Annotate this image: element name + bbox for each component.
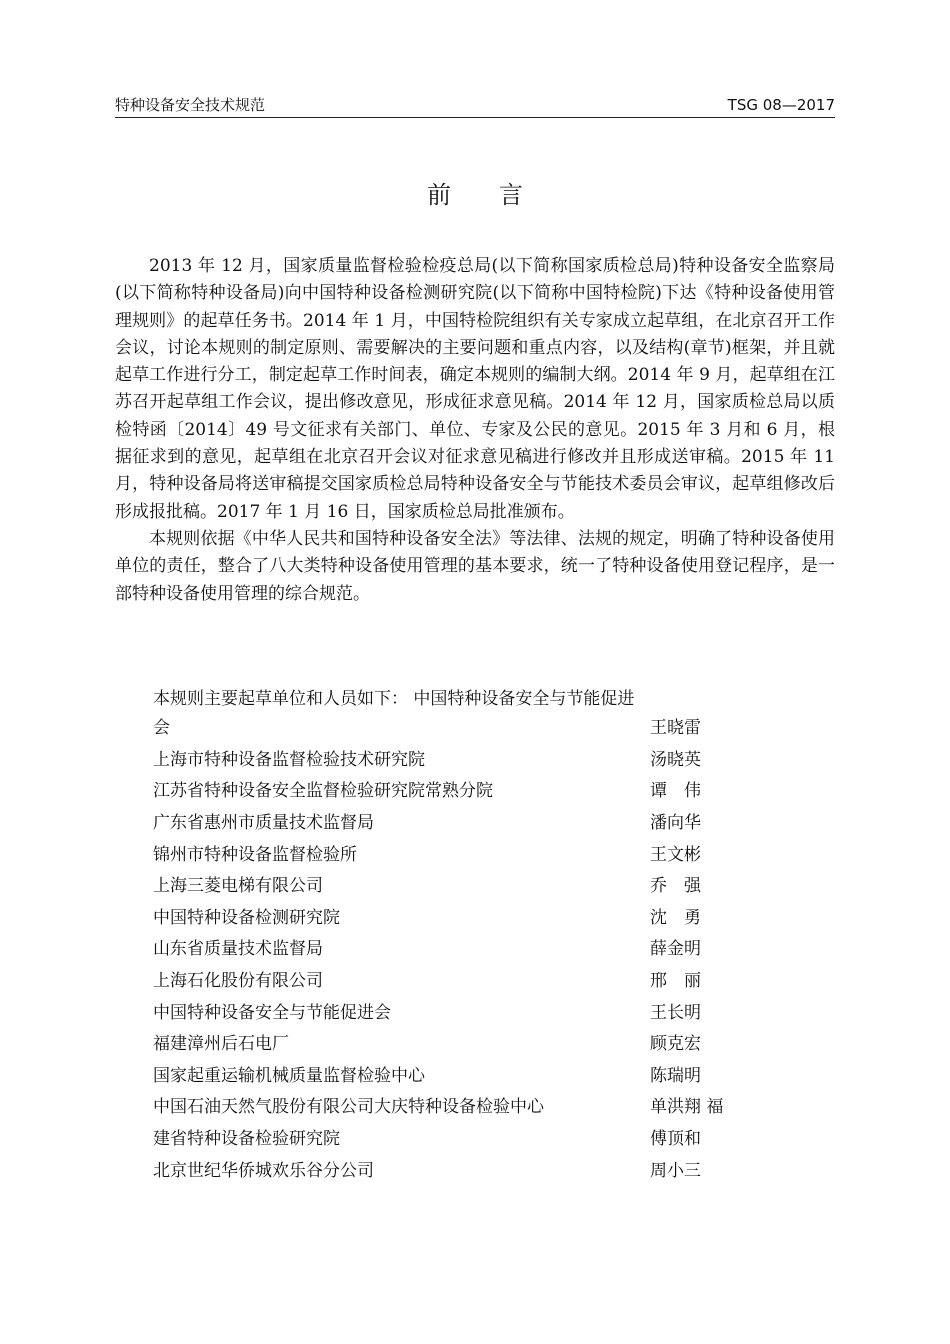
drafter-name: 王文彬: [650, 844, 701, 865]
drafter-row: [115, 1061, 835, 1093]
drafter-organization: 江苏省特种设备安全监督检验研究院常熟分院: [153, 781, 493, 802]
header-standard-code: TSG 08—2017: [727, 96, 835, 114]
drafter-name: 周小三: [650, 1160, 701, 1181]
drafter-name: 薛金明: [650, 939, 701, 960]
drafter-organization: 国家起重运输机械质量监督检验中心: [153, 1065, 425, 1086]
drafter-organization: 会: [153, 718, 170, 739]
drafter-row: [115, 1156, 835, 1188]
drafter-organization: 北京世纪华侨城欢乐谷分公司: [153, 1160, 374, 1181]
drafter-name: 单洪翔 福: [650, 1097, 724, 1118]
header-standard-series: 特种设备安全技术规范: [115, 96, 266, 114]
drafter-organization: 建省特种设备检验研究院: [153, 1129, 340, 1150]
drafter-row: [115, 1092, 835, 1124]
drafters-intro: 本规则主要起草单位和人员如下： 中国特种设备安全与节能促进: [153, 689, 635, 709]
preface-paragraph-history: 2013 年 12 月，国家质量监督检验检疫总局(以下简称国家质检总局)特种设备安全监察局(以下简称特种设备局)向中国特种设备检测研究院(以下简称中国特检院)下达《特种设备使用管理规则》的起草任务书。2014 年 1 月，中国特检院组织有关专家成立起草组，在北京召开工作会议，讨论本规则的制定原则、需要解决的主要问题和重点内容，以及结构(章节)框架，并且就起草工作进行分工，制定起草工作时间表，确定本规则的编制大纲。2014 年 9 月，起草组在江苏召开起草组工作会议，提出修改意见，形成征求意见稿。2014 年 12 月，国家质检总局以质检特函〔2014〕49 号文征求有关部门、单位、专家及公民的意见。2015 年 3 月和 6 月，根据征求到的意见，起草组在北京召开会议对征求意见稿进行修改并且形成送审稿。2015 年 11 月，特种设备局将送审稿提交国家质检总局特种设备安全与节能技术委员会审议，起草组修改后形成报批稿。2017 年 1 月 16 日，国家质检总局批准颁布。: [115, 256, 835, 522]
drafter-row: [115, 998, 835, 1030]
drafter-organization: 上海三菱电梯有限公司: [153, 876, 323, 897]
drafter-row: [115, 776, 835, 808]
drafter-name: 沈 勇: [650, 907, 701, 928]
drafter-name: 王晓雷: [650, 718, 701, 739]
drafter-row: [115, 903, 835, 935]
drafter-name: 邢 丽: [650, 971, 701, 992]
drafter-name: 陈瑞明: [650, 1065, 701, 1086]
drafter-row: [115, 808, 835, 840]
drafter-name: 顾克宏: [650, 1034, 701, 1055]
drafter-name: 潘向华: [650, 813, 701, 834]
drafter-row: [115, 871, 835, 903]
drafter-organization: 上海石化股份有限公司: [153, 971, 323, 992]
drafter-row: [115, 840, 835, 872]
drafter-name: 傅顶和: [650, 1129, 701, 1150]
drafter-name: 谭 伟: [650, 781, 701, 802]
running-header: [115, 95, 835, 118]
drafters-list: [115, 686, 835, 1187]
drafter-row: [115, 934, 835, 966]
drafter-name: 汤晓英: [650, 749, 701, 770]
drafter-organization: 中国特种设备安全与节能促进会: [153, 1002, 391, 1023]
drafter-organization: 锦州市特种设备监督检验所: [153, 844, 357, 865]
drafter-organization: 中国石油天然气股份有限公司大庆特种设备检验中心: [153, 1097, 544, 1118]
drafter-organization: 广东省惠州市质量技术监督局: [153, 813, 374, 834]
drafter-organization: 上海市特种设备监督检验技术研究院: [153, 749, 425, 770]
preface-paragraph-scope: 本规则依据《中华人民共和国特种设备安全法》等法律、法规的规定，明确了特种设备使用单位的责任，整合了八大类特种设备使用管理的基本要求，统一了特种设备使用登记程序，是一部特种设备使用管理的综合规范。: [115, 528, 835, 604]
drafter-row: [115, 713, 835, 745]
drafter-organization: 山东省质量技术监督局: [153, 939, 323, 960]
drafter-name: 乔 强: [650, 876, 701, 897]
drafter-row: [115, 1124, 835, 1156]
preface-body: [115, 253, 835, 608]
drafter-row: [115, 966, 835, 998]
drafter-row: [115, 745, 835, 777]
drafter-organization: 中国特种设备检测研究院: [153, 907, 340, 928]
drafter-organization: 福建漳州后石电厂: [153, 1034, 289, 1055]
drafter-name: 王长明: [650, 1002, 701, 1023]
page-title: 前言: [427, 181, 571, 209]
drafter-row: [115, 1029, 835, 1061]
